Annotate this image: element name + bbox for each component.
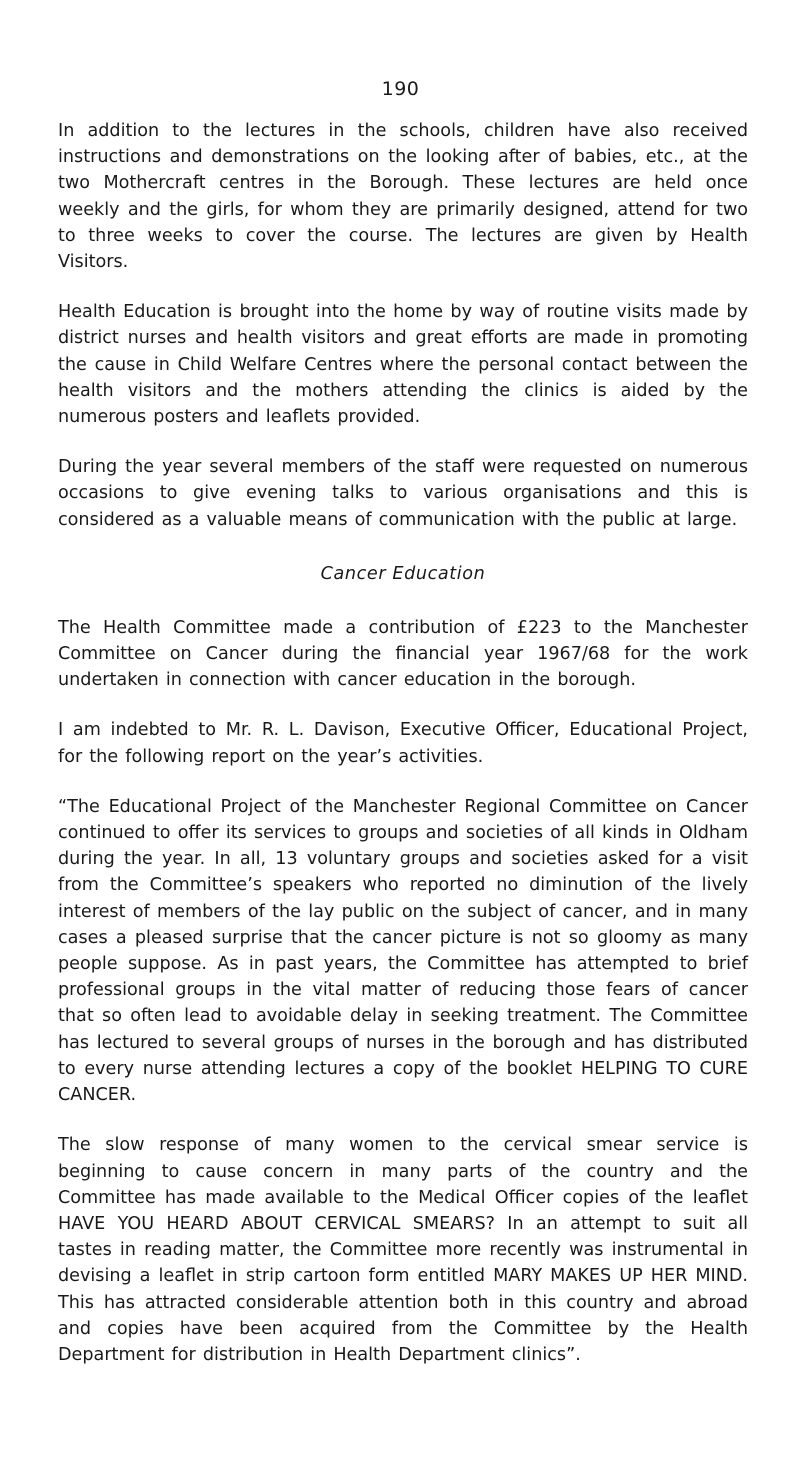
section-heading-cancer-education: Cancer Education [320,563,486,584]
paragraph-evening-talks: During the year several members of the staff were requested on numerous occasions to give evening talks to various organisations and this is considered as a valuable means of communication with the public at large. [58,457,748,530]
paragraph-mothercraft: In addition to the lectures in the schools, children have also received instructions and demonstrations on the looking after of babies, etc., at the two Mothercraft centres in the Borough. These lectures are held once weekly and the girls, for whom they are primarily designed, attend for two to three weeks to cover the course. The lectures are given by Health Visitors. [58,121,748,273]
paragraph-home-visits: Health Education is brought into the home by way of routine visits made by district nurses and health visitors and great efforts are made in promoting the cause in Child Welfare Centres where the personal contact between the health visitors and the mothers attending the clinics is aided by the numerous posters and leaflets provided. [58,302,748,428]
page-number: 190 [381,78,420,100]
paragraph-acknowledgement: I am indebted to Mr. R. L. Davison, Executive Officer, Educational Project, for the following report on the year’s activities. [58,720,748,767]
paragraph-report-cervical-smear: The slow response of many women to the cervical smear service is beginning to cause concern in many parts of the country and the Committee has made available to the Medical Officer copies of the leaflet HAVE YOU HEARD ABOUT CERVICAL SMEARS? In an attempt to suit all tastes in reading matter, the Committee more recently was instrumental in devising a leaflet in strip cartoon form entitled MARY MAKES UP HER MIND. This has attracted considerable attention both in this country and abroad and copies have been acquired from the Committee by the Health Department for distribution in Health Department clinics”. [58,1135,748,1365]
body-text [58,118,748,1392]
paragraph-contribution: The Health Committee made a contribution of £223 to the Manchester Committee on Cancer during the financial year 1967/68 for the work undertaken in connection with cancer education in the borough. [58,617,748,691]
paragraph-report-groups: “The Educational Project of the Manchester Regional Committee on Cancer continued to offer its services to groups and societies of all kinds in Oldham during the year. In all, 13 voluntary groups and societies asked for a visit from the Committee’s speakers who reported no diminution of the lively interest of members of the lay public on the subject of cancer, and in many cases a pleased surprise that the cancer picture is not so gloomy as many people suppose. As in past years, the Committee has attempted to brief professional groups in the vital matter of reducing those fears of cancer that so often lead to avoidable delay in seeking treatment. The Committee has lectured to several groups of nurses in the borough and has distributed to every nurse attending lectures a copy of the booklet HELPING TO CURE CANCER. [58,796,748,1106]
